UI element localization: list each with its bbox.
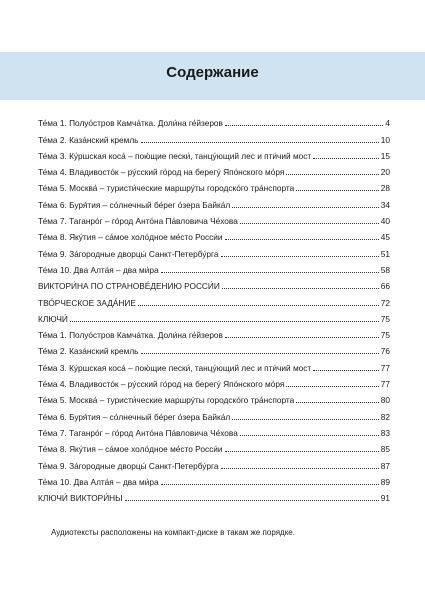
toc-entry-page: 77	[380, 379, 390, 390]
toc-entry-label: Те́ма 6. Буря́тия – со́лнечный бе́рег о́зера Байка́л	[38, 411, 231, 422]
toc-entry-page: 89	[380, 476, 390, 487]
toc-entry	[38, 259, 390, 275]
toc-entry-page: 20	[380, 167, 390, 178]
toc-entry-page: 83	[380, 427, 390, 438]
toc-entry	[38, 405, 390, 421]
toc-entry-label: Те́ма 8. Яку́тия – са́мое холо́дное ме́сто Росси́и	[38, 232, 223, 243]
dot-leader	[141, 142, 379, 143]
toc-entry-page: 10	[380, 134, 390, 145]
toc-entry	[38, 193, 390, 209]
toc-entry	[38, 324, 390, 340]
toc-entry	[38, 177, 390, 193]
dot-leader	[225, 337, 379, 338]
toc-entry-page: 4	[385, 118, 390, 129]
toc-entry-label: Те́ма 3. Ку́ршская коса́ – пою́щие пески́, танцу́ющий лес и пти́чий мост	[38, 362, 312, 373]
toc-entry	[38, 291, 390, 307]
dot-leader	[222, 288, 379, 289]
toc-entry	[38, 226, 390, 242]
dot-leader	[286, 386, 378, 387]
toc-entry-label: Те́ма 10. Два Алта́я – два ми́ра	[38, 476, 159, 487]
toc-entry-page: 85	[380, 444, 390, 455]
dot-leader	[313, 158, 379, 159]
toc-entry-label: Те́ма 2. Каза́нский кремль	[38, 134, 139, 145]
toc-entry-page: 51	[380, 248, 390, 259]
toc-entry	[38, 308, 390, 324]
toc-entry-page: 58	[380, 264, 390, 275]
toc-entry-page: 77	[380, 362, 390, 373]
toc-entry-page: 34	[380, 199, 390, 210]
toc-entry-label: Те́ма 4. Владивосто́к – ру́сский го́род на берегу́ Япо́нского мо́ря	[38, 167, 285, 178]
dot-leader	[221, 468, 379, 469]
toc-entry	[38, 471, 390, 487]
toc-entry-page: 72	[380, 297, 390, 308]
toc-entry-page: 40	[380, 216, 390, 227]
toc-entry	[38, 242, 390, 258]
toc-entry	[38, 112, 390, 128]
dot-leader	[240, 223, 379, 224]
dot-leader	[221, 256, 379, 257]
toc-entry-label: КЛЮЧИ́ ВИКТОРИ́НЫ	[38, 493, 123, 504]
toc-entry	[38, 356, 390, 372]
toc-entry-label: Те́ма 6. Буря́тия – со́лнечный бе́рег о́зера Байка́л	[38, 199, 231, 210]
dot-leader	[232, 207, 379, 208]
toc-entry-label: Те́ма 9. За́городные дворцы́ Санкт-Петербу́рга	[38, 460, 219, 471]
toc-entry-page: 91	[380, 493, 390, 504]
toc-entry	[38, 422, 390, 438]
toc-entry-label: Те́ма 2. Каза́нский кремль	[38, 346, 139, 357]
toc-entry-label: Те́ма 7. Таганро́г – го́род Анто́на Па́вловича Че́хова	[38, 216, 238, 227]
toc-entry	[38, 454, 390, 470]
dot-leader	[70, 321, 379, 322]
toc-entry-label: КЛЮЧИ́	[38, 313, 68, 324]
dot-leader	[161, 484, 379, 485]
dot-leader	[141, 353, 379, 354]
toc-entry-page: 28	[380, 183, 390, 194]
toc-entry-page: 75	[380, 330, 390, 341]
dot-leader	[240, 435, 379, 436]
toc-entry	[38, 389, 390, 405]
toc-entry	[38, 438, 390, 454]
toc-entry	[38, 210, 390, 226]
table-of-contents	[38, 112, 390, 503]
toc-entry-page: 15	[380, 150, 390, 161]
toc-entry-page: 45	[380, 232, 390, 243]
dot-leader	[232, 419, 379, 420]
page-title: Содержание	[166, 64, 259, 81]
toc-entry-label: Те́ма 9. За́городные дворцы́ Санкт-Петербу́рга	[38, 248, 219, 259]
toc-entry-page: 80	[380, 395, 390, 406]
dot-leader	[138, 305, 379, 306]
dot-leader	[125, 500, 379, 501]
toc-entry-page: 66	[380, 281, 390, 292]
dot-leader	[225, 125, 383, 126]
toc-entry-label: Те́ма 5. Москва́ – туристи́ческие маршру́ты городско́го тра́нспорта	[38, 395, 295, 406]
toc-entry-page: 87	[380, 460, 390, 471]
toc-entry	[38, 145, 390, 161]
toc-entry-label: Те́ма 1. Полуо́стров Камча́тка. Доли́на ге́йзеров	[38, 118, 223, 129]
audio-note: Аудиотексты расположены на компакт-диске в такам же порядке.	[51, 528, 295, 537]
toc-entry-label: Те́ма 5. Москва́ – туристи́ческие маршру́ты городско́го тра́нспорта	[38, 183, 295, 194]
toc-entry-label: Те́ма 4. Владивосто́к – ру́сский го́род на берегу́ Япо́нского мо́ря	[38, 379, 285, 390]
toc-entry-label: ТВО́РЧЕСКОЕ ЗАДА́НИЕ	[38, 297, 136, 308]
dot-leader	[296, 190, 379, 191]
dot-leader	[161, 272, 379, 273]
toc-entry-label: Те́ма 8. Яку́тия – са́мое холо́дное ме́сто Росси́и	[38, 444, 223, 455]
toc-entry-label: Те́ма 7. Таганро́г – го́род Анто́на Па́вловича Че́хова	[38, 427, 238, 438]
toc-entry	[38, 340, 390, 356]
toc-entry	[38, 487, 390, 503]
dot-leader	[313, 370, 379, 371]
toc-entry-page: 82	[380, 411, 390, 422]
toc-entry	[38, 373, 390, 389]
toc-entry	[38, 128, 390, 144]
toc-entry-label: Те́ма 10. Два Алта́я – два ми́ра	[38, 264, 159, 275]
toc-entry-label: Те́ма 3. Ку́ршская коса́ – пою́щие пески́, танцу́ющий лес и пти́чий мост	[38, 150, 312, 161]
dot-leader	[225, 239, 379, 240]
dot-leader	[286, 174, 378, 175]
toc-entry	[38, 161, 390, 177]
dot-leader	[225, 451, 379, 452]
toc-entry-label: ВИКТОРИ́НА ПО СТРАНОВЕ́ДЕНИЮ РОССИ́И	[38, 281, 220, 292]
toc-entry-page: 76	[380, 346, 390, 357]
toc-entry-label: Те́ма 1. Полуо́стров Камча́тка. Доли́на ге́йзеров	[38, 330, 223, 341]
toc-entry-page: 75	[380, 313, 390, 324]
toc-entry	[38, 275, 390, 291]
dot-leader	[296, 402, 379, 403]
